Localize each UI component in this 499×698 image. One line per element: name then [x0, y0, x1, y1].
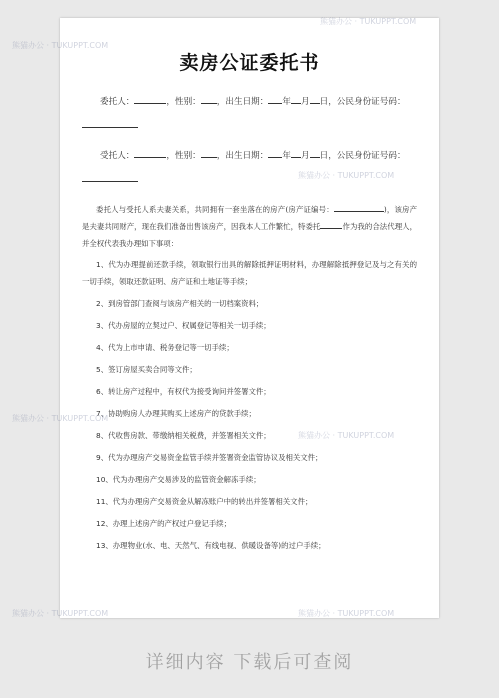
list-item: 1、代为办理提前还款手续，领取银行出具的解除抵押证明材料，办理解除抵押登记及与之有关的一切手续，领取还款证明、房产证和土地证等手续； [82, 260, 417, 286]
agent-line: 受托人： ，性别： ，出生日期： 年 月 日，公民身份证号码： [82, 147, 417, 163]
agent-year-blank[interactable] [268, 147, 282, 158]
list-item: 3、代办房屋的立契过户、权属登记等相关一切手续； [96, 321, 271, 330]
principal-month-blank[interactable] [291, 93, 301, 104]
list-item: 4、代为上市申请、税务登记等一切手续； [96, 343, 234, 352]
list-item: 13、办理物业(水、电、天然气、有线电视、供暖设备等)的过户手续； [96, 541, 326, 550]
principal-gender-blank[interactable] [201, 93, 217, 104]
principal-id-blank[interactable] [82, 117, 138, 128]
agent-id-line [82, 171, 417, 185]
watermark: 熊猫办公 · TUKUPPT.COM [298, 171, 395, 180]
watermark: 熊猫办公 · TUKUPPT.COM [12, 414, 109, 423]
list-item: 9、代为办理房产交易资金监管手续并签署资金监管协议及相关文件； [96, 453, 323, 462]
certificate-number-blank[interactable] [334, 203, 384, 212]
list-item: 10、代为办理房产交易涉及的监管资金解冻手续； [96, 475, 261, 484]
list-item: 5、签订房屋买卖合同等文件； [96, 365, 197, 374]
principal-day-blank[interactable] [310, 93, 320, 104]
agent-name-inline-blank[interactable] [320, 220, 342, 229]
principal-id-line [82, 117, 417, 131]
principal-year-blank[interactable] [268, 93, 282, 104]
watermark: 熊猫办公 · TUKUPPT.COM [320, 17, 417, 26]
list-item: 12、办理上述房产的产权过户登记手续； [96, 519, 232, 528]
intro-paragraph: 委托人与受托人系夫妻关系，共同拥有一套坐落在的房产(房产证编号： )，该房产是夫妻共同财产，现在我们准备出售该房产，因我本人工作繁忙，特委托 作为我的合法代理人，并全权代表我办理如下事项： [82, 205, 418, 248]
watermark: 熊猫办公 · TUKUPPT.COM [298, 609, 395, 618]
principal-block [82, 93, 417, 131]
document-page [12, 17, 439, 618]
document-title: 卖房公证委托书 [179, 52, 320, 74]
principal-line: 委托人： ，性别： ，出生日期： 年 月 日，公民身份证号码： [82, 93, 417, 109]
watermark: 熊猫办公 · TUKUPPT.COM [12, 609, 109, 618]
agent-gender-blank[interactable] [201, 147, 217, 158]
watermark: 熊猫办公 · TUKUPPT.COM [12, 41, 109, 50]
item-list [82, 256, 417, 554]
agent-day-blank[interactable] [310, 147, 320, 158]
list-item: 7、协助购房人办理其购买上述房产的贷款手续； [96, 409, 256, 418]
watermark: 熊猫办公 · TUKUPPT.COM [298, 431, 395, 440]
agent-id-blank[interactable] [82, 171, 138, 182]
agent-month-blank[interactable] [291, 147, 301, 158]
principal-name-blank[interactable] [134, 93, 166, 104]
footer-hint: 详细内容 下载后可查阅 [145, 652, 354, 673]
list-item: 2、到房管部门查阅与该房产相关的一切档案资料； [96, 299, 264, 308]
list-item: 8、代收售房款、带缴纳相关税费，并签署相关文件； [96, 431, 271, 440]
list-item: 11、代为办理房产交易资金从解冻账户中的转出并签署相关文件； [96, 497, 313, 506]
list-item: 6、转让房产过程中，有权代为接受询问并签署文件； [96, 387, 271, 396]
agent-name-blank[interactable] [134, 147, 166, 158]
agent-block [82, 147, 417, 185]
